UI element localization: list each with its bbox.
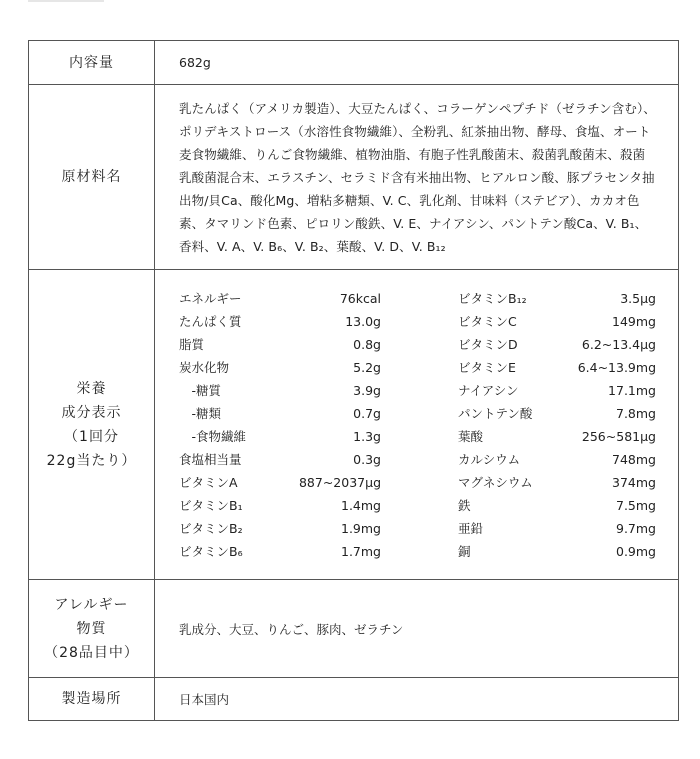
nutrient-amount: 7.5mg xyxy=(616,497,656,513)
nutrient-name: ビタミンB₂ xyxy=(179,520,243,536)
nutrition-row xyxy=(458,310,656,333)
nutrient-name: ビタミンE xyxy=(458,359,516,375)
nutrient-name: パントテン酸 xyxy=(458,405,533,421)
nutrition-row xyxy=(179,517,381,540)
nutrient-amount: 6.2~13.4μg xyxy=(581,336,656,352)
nutrition-row xyxy=(458,540,656,563)
nutrition-row xyxy=(179,402,381,425)
nutrient-name: カルシウム xyxy=(458,451,521,467)
allergens-value: 乳成分、大豆、りんご、豚肉、ゼラチン xyxy=(155,580,679,678)
nutrition-column-left xyxy=(179,287,381,563)
nutrient-amount: 374mg xyxy=(612,474,656,490)
nutrition-label-line: （1回分 xyxy=(64,428,119,445)
nutrient-name: エネルギー xyxy=(179,290,242,306)
nutrient-amount: 3.5μg xyxy=(620,290,656,306)
nutrition-row xyxy=(179,310,381,333)
nutrition-label-line: 成分表示 xyxy=(61,404,122,421)
nutrition-columns xyxy=(179,287,656,563)
nutrition-row xyxy=(458,333,656,356)
nutrition-row xyxy=(458,448,656,471)
nutrient-amount: 0.8g xyxy=(353,336,381,352)
nutrient-name: -糖質 xyxy=(179,382,222,398)
manufacturing-place-label: 製造場所 xyxy=(29,678,155,721)
nutrition-column-right xyxy=(458,287,656,563)
ingredients-label: 原材料名 xyxy=(29,85,155,270)
nutrition-cell xyxy=(155,270,679,580)
nutrition-label xyxy=(29,270,155,580)
nutrient-amount: 748mg xyxy=(612,451,656,467)
nutrient-amount: 1.4mg xyxy=(341,497,381,513)
nutrient-amount: 887~2037μg xyxy=(298,474,381,490)
allergens-label-line: 物質 xyxy=(76,620,107,637)
nutrient-amount: 0.9mg xyxy=(616,543,656,559)
nutrient-name: ビタミンB₁ xyxy=(179,497,243,513)
manufacturing-place-value: 日本国内 xyxy=(155,678,679,721)
nutrient-amount: 6.4~13.9mg xyxy=(577,359,656,375)
nutrient-name: ナイアシン xyxy=(458,382,519,398)
nutrition-label-line: 22g当たり） xyxy=(46,452,137,469)
allergens-label-line: （28品目中） xyxy=(44,644,139,661)
nutrition-row xyxy=(179,333,381,356)
nutrition-label-line: 栄養 xyxy=(76,380,107,397)
nutrition-row xyxy=(179,379,381,402)
nutrition-row xyxy=(458,356,656,379)
allergens-label xyxy=(29,580,155,678)
nutrient-amount: 0.3g xyxy=(353,451,381,467)
nutrition-row xyxy=(179,425,381,448)
nutrient-name: 鉄 xyxy=(458,497,471,513)
nutrient-amount: 256~581μg xyxy=(581,428,656,444)
nutrition-row xyxy=(179,540,381,563)
nutrition-row xyxy=(179,356,381,379)
ingredients-text: 乳たんぱく（アメリカ製造）、大豆たんぱく、コラーゲンペプチド（ゼラチン含む）、ポリデキストロース（水溶性食物繊維）、全粉乳、紅茶抽出物、酵母、食塩、オート麦食物繊維、りんご食物繊維、植物油脂、有胞子性乳酸菌末、殺菌乳酸菌末、殺菌乳酸菌混合末、エラスチン、セラミド含有米抽出物、ヒアルロン酸、豚プラセンタ抽出物/貝Ca、酸化Mg、増粘多糖類、V. C、乳化剤、甘味料（ステビア）、カカオ色素、タマリンド色素、ピロリン酸鉄、V. E、ナイアシン、パントテン酸Ca、V. B₁、香料、V. A、V. B₆、V. B₂、葉酸、V. D、V. B₁₂ xyxy=(179,100,656,254)
nutrition-row xyxy=(458,379,656,402)
nutrient-amount: 149mg xyxy=(612,313,656,329)
product-spec-table xyxy=(28,40,679,721)
allergens-label-line: アレルギー xyxy=(54,596,129,613)
nutrient-name: ビタミンD xyxy=(458,336,518,352)
nutrient-amount: 1.9mg xyxy=(341,520,381,536)
nutrient-name: -食物繊維 xyxy=(179,428,247,444)
nutrient-amount: 1.3g xyxy=(353,428,381,444)
nutrient-amount: 0.7g xyxy=(353,405,381,421)
nutrient-amount: 5.2g xyxy=(353,359,381,375)
nutrient-name: 銅 xyxy=(458,543,471,559)
nutrient-name: ビタミンA xyxy=(179,474,238,490)
content-amount-label: 内容量 xyxy=(29,41,155,85)
nutrient-amount: 76kcal xyxy=(339,290,381,306)
nutrition-row xyxy=(458,471,656,494)
nutrient-amount: 13.0g xyxy=(345,313,381,329)
nutrition-row xyxy=(458,517,656,540)
nutrient-name: 炭水化物 xyxy=(179,359,230,375)
nutrition-row xyxy=(458,494,656,517)
nutrient-amount: 9.7mg xyxy=(616,520,656,536)
row-content-amount xyxy=(29,41,679,85)
nutrient-amount: 7.8mg xyxy=(616,405,656,421)
nutrient-amount: 17.1mg xyxy=(608,382,656,398)
nutrient-amount: 3.9g xyxy=(353,382,381,398)
nutrient-name: ビタミンB₆ xyxy=(179,543,243,559)
nutrition-row xyxy=(179,448,381,471)
nutrition-row xyxy=(179,494,381,517)
content-amount-value: 682g xyxy=(155,41,679,85)
nutrient-name: -糖類 xyxy=(179,405,222,421)
nutrient-name: ビタミンB₁₂ xyxy=(458,290,527,306)
ingredients-cell xyxy=(155,85,679,270)
nutrition-row xyxy=(458,287,656,310)
nutrition-row xyxy=(179,471,381,494)
nutrient-name: 食塩相当量 xyxy=(179,451,242,467)
nutrient-name: たんぱく質 xyxy=(179,313,242,329)
nutrient-name: 亜鉛 xyxy=(458,520,484,536)
nutrition-row xyxy=(179,287,381,310)
row-nutrition xyxy=(29,270,679,580)
nutrition-row xyxy=(458,402,656,425)
nutrient-name: 葉酸 xyxy=(458,428,484,444)
nutrient-amount: 1.7mg xyxy=(341,543,381,559)
row-allergens xyxy=(29,580,679,678)
nutrient-name: ビタミンC xyxy=(458,313,517,329)
top-decoration-bar xyxy=(28,0,104,2)
nutrient-name: 脂質 xyxy=(179,336,205,352)
row-ingredients xyxy=(29,85,679,270)
nutrition-row xyxy=(458,425,656,448)
row-manufacturing-place xyxy=(29,678,679,721)
nutrient-name: マグネシウム xyxy=(458,474,533,490)
